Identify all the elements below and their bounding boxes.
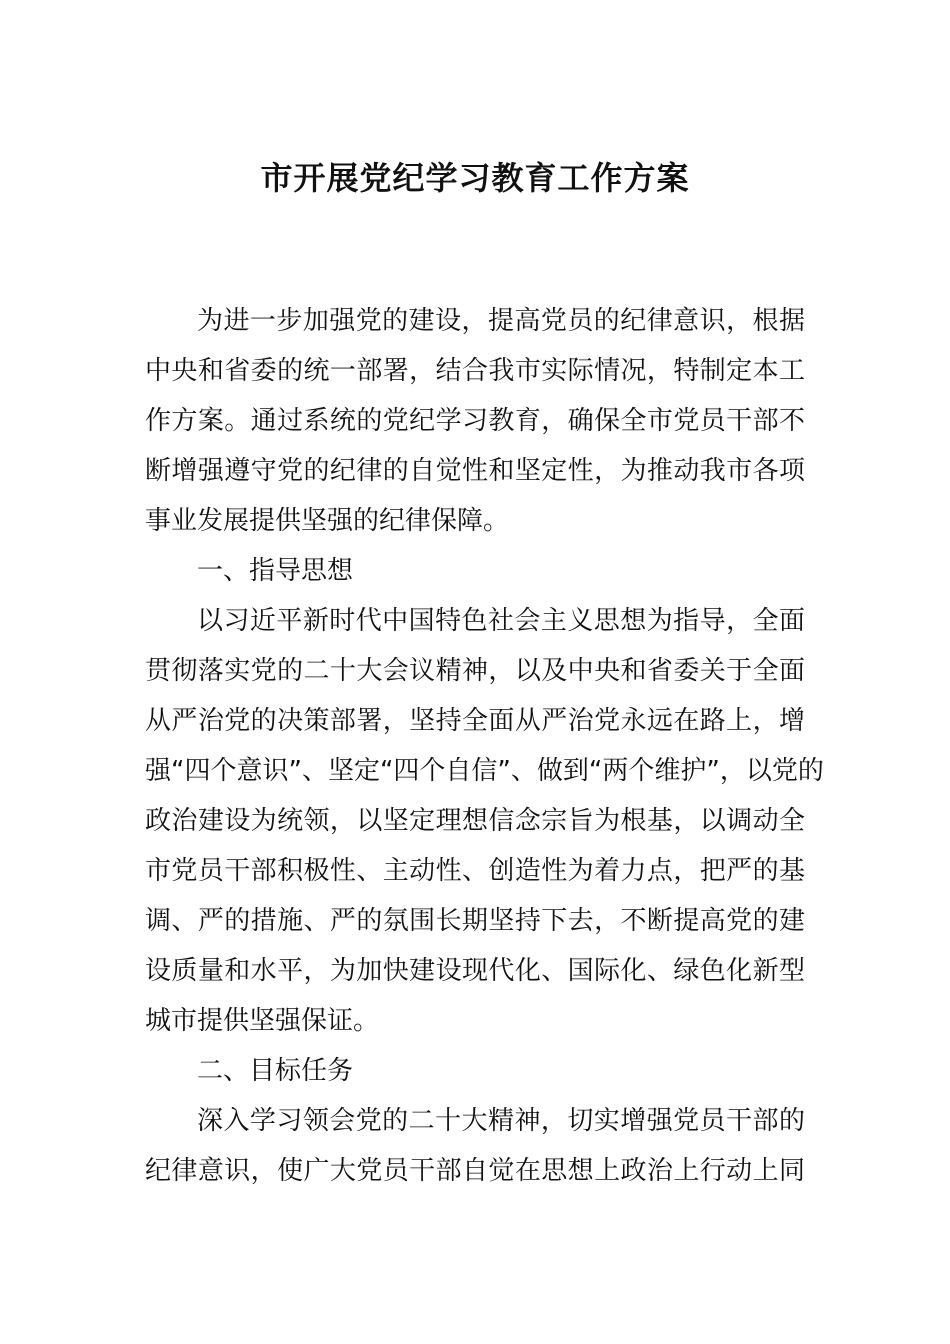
section-heading-goals-tasks: 二、目标任务 xyxy=(197,1056,354,1086)
section-heading-guiding-thought: 一、指导思想 xyxy=(197,556,354,586)
paragraph-line: 设质量和水平，为加快建设现代化、国际化、绿色化新型 xyxy=(145,956,805,986)
paragraph-line: 断增强遵守党的纪律的自觉性和坚定性，为推动我市各项 xyxy=(145,456,805,486)
paragraph-line: 深入学习领会党的二十大精神，切实增强党员干部的 xyxy=(197,1106,805,1136)
paragraph-line: 以习近平新时代中国特色社会主义思想为指导，全面 xyxy=(197,606,805,636)
paragraph-line: 强“四个意识”、坚定“四个自信”、做到“两个维护”，以党的 xyxy=(145,756,824,786)
paragraph-line: 贯彻落实党的二十大会议精神，以及中央和省委关于全面 xyxy=(145,656,805,686)
paragraph-line: 纪律意识，使广大党员干部自觉在思想上政治上行动上同 xyxy=(145,1156,805,1186)
document-title: 市开展党纪学习教育工作方案 xyxy=(260,159,690,197)
paragraph-line: 作方案。通过系统的党纪学习教育，确保全市党员干部不 xyxy=(145,406,805,436)
paragraph-line: 城市提供坚强保证。 xyxy=(145,1006,380,1036)
paragraph-line: 为进一步加强党的建设，提高党员的纪律意识，根据 xyxy=(197,306,805,336)
paragraph-line: 调、严的措施、严的氛围长期坚持下去，不断提高党的建 xyxy=(145,906,805,936)
paragraph-line: 事业发展提供坚强的纪律保障。 xyxy=(145,506,510,536)
paragraph-line: 中央和省委的统一部署，结合我市实际情况，特制定本工 xyxy=(145,356,805,386)
paragraph-line: 政治建设为统领，以坚定理想信念宗旨为根基，以调动全 xyxy=(145,806,805,836)
paragraph-line: 市党员干部积极性、主动性、创造性为着力点，把严的基 xyxy=(145,856,805,886)
paragraph-line: 从严治党的决策部署，坚持全面从严治党永远在路上，增 xyxy=(145,706,805,736)
